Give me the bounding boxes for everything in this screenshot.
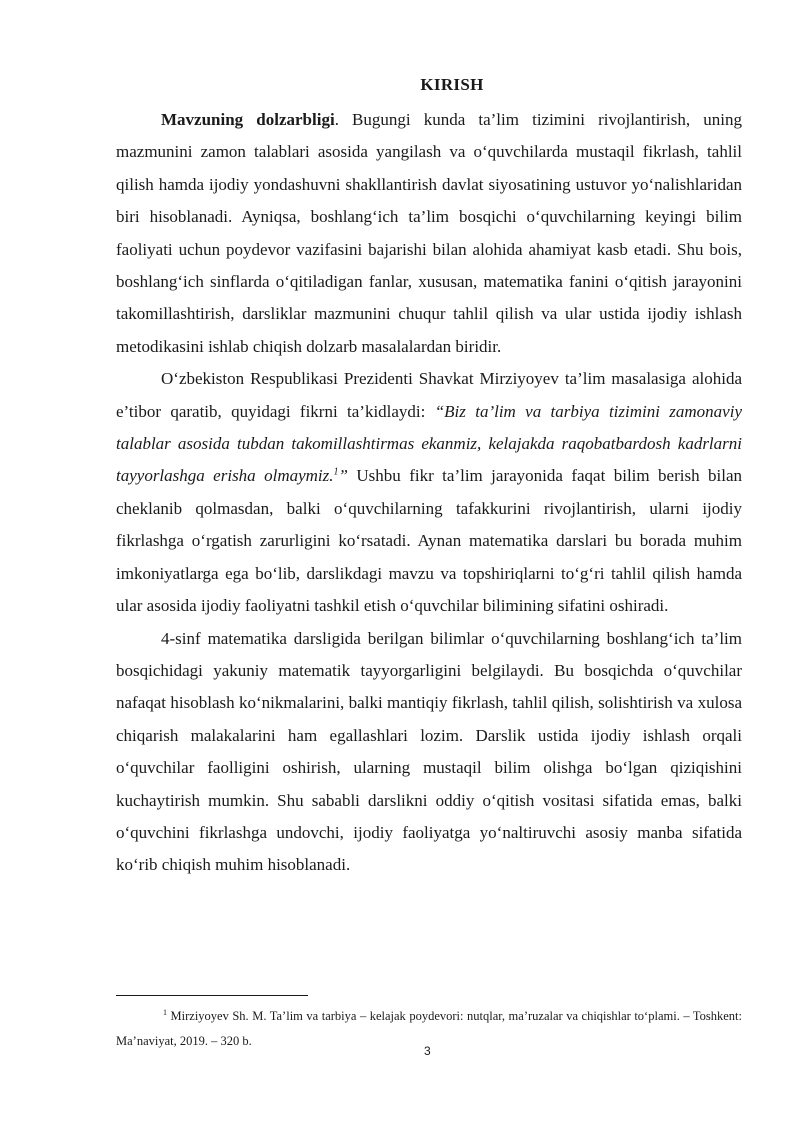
paragraph-text: Ushbu fikr ta’lim jarayonida faqat bilim berish bilan cheklanib qolmasdan, balki o‘quvchilarning tafakkurini rivojlantirish, ularni ijodiy fikrlashga o‘rgatish zarurligini ko‘rsatadi. Aynan matematika darslari bu borada muhim imkoniyatlarga ega bo‘lib, darslikdagi mavzu va topshiriqlarni to‘g‘ri tahlil qilish hamda ular asosida ijodiy faoliyatni tashkil etish o‘quvchilar bilimining sifatini oshiradi. bbox=[116, 466, 742, 616]
page-number: 3 bbox=[424, 1044, 431, 1058]
footnote-mark: 1 bbox=[163, 1007, 167, 1017]
paragraph-relevance bbox=[116, 104, 742, 363]
body-text bbox=[116, 104, 742, 882]
paragraph-text: 4-sinf matematika darsligida berilgan bilimlar o‘quvchilarning boshlang‘ich ta’lim bosqichidagi yakuniy matematik tayyorgarligini belgilaydi. Bu bosqichda o‘quvchilar nafaqat hisoblash ko‘nikmalarini, balki mantiqiy fikrlash, tahlil qilish, solishtirish va xulosa chiqarish malakalarini ham egallashlari lozim. Darslik ustida ijodiy ishlash orqali o‘quvchilar faolligini oshirish, ularning mustaqil bilim olishga bo‘lgan qiziqishini kuchaytirish mumkin. Shu sababli darslikni oddiy o‘qitish vositasi sifatida emas, balki o‘quvchini fikrlashga undovchi, ijodiy faoliyatga yo‘naltiruvchi asosiy manba sifatida ko‘rib chiqish muhim hisoblanadi. bbox=[116, 628, 742, 875]
quote-text: “Biz ta’lim va tarbiya tizimini zamonaviy talablar asosida tubdan takomillashtirmas ekanmiz, kelajakda raqobatbardosh kadrlarni tayyorlashga erisha olmaymiz. bbox=[116, 401, 742, 486]
paragraph-text: . Bugungi kunda ta’lim tizimini rivojlantirish, uning mazmunini zamon talablari asosida yangilash va o‘quvchilarda mustaqil fikrlash, tahlil qilish hamda ijodiy yondashuvni shakllantirish davlat siyosatining ustuvor yo‘nalishlaridan biri hisoblanadi. Ayniqsa, boshlang‘ich ta’lim bosqichi o‘quvchilarning keyingi bilim faoliyati uchun poydevor vazifasini bajarishi bilan alohida ahamiyat kasb etadi. Shu bois, boshlang‘ich sinflarda o‘qitiladigan fanlar, xususan, matematika fanini o‘qitish jarayonini takomillashtirish, darsliklar mazmunini chuqur tahlil qilish va ular ustida ijodiy ishlash metodikasini ishlab chiqish dolzarb masalalardan biridir. bbox=[116, 110, 742, 356]
footnote-reference[interactable]: 1 bbox=[333, 466, 339, 478]
footnote-text: Mirziyoyev Sh. M. Ta’lim va tarbiya – kelajak poydevori: nutqlar, ma’ruzalar va chiqishlar to‘plami. – Toshkent: Ma’naviyat, 2019. – 320 b. bbox=[116, 1009, 742, 1048]
paragraph-lead: Mavzuning dolzarbligi bbox=[161, 110, 335, 129]
paragraph-text: O‘zbekiston Respublikasi Prezidenti Shavkat Mirziyoyev ta’lim masalasiga alohida e’tibor qaratib, quyidagi fikrni ta’kidlaydi: bbox=[116, 369, 742, 421]
footnote-separator bbox=[116, 995, 308, 996]
quote-close: ” bbox=[338, 466, 348, 486]
paragraph-textbook bbox=[116, 623, 742, 882]
paragraph-quote bbox=[116, 363, 742, 622]
section-title: KIRISH bbox=[420, 75, 484, 94]
